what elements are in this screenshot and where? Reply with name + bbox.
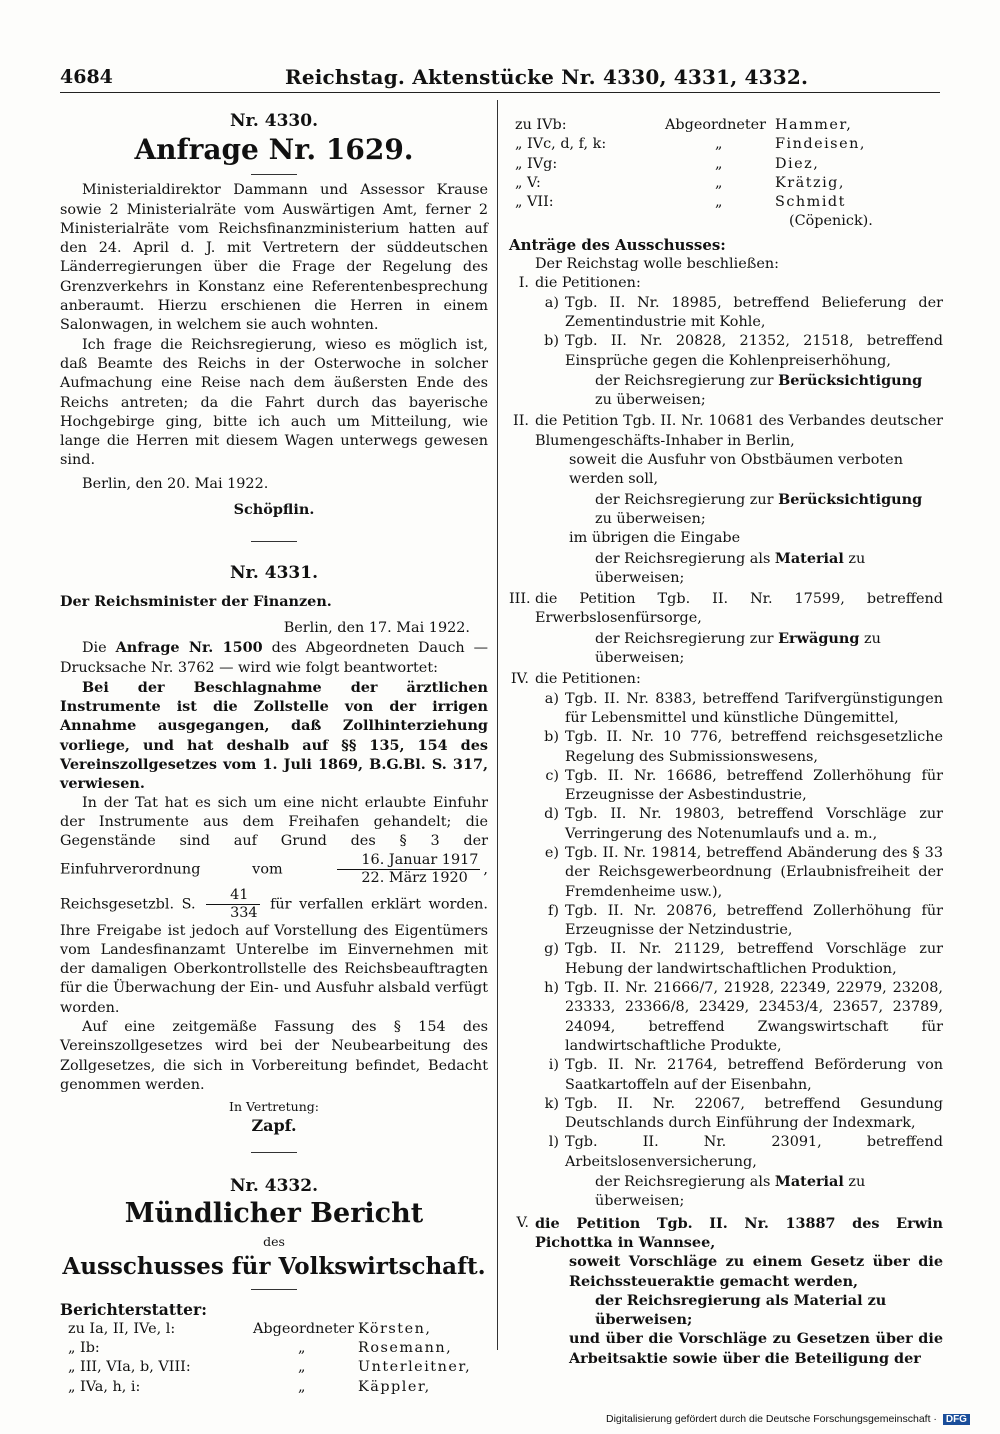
- list-text: Tgb. II. Nr. 19814, betreffend Abänderung des § 33 der Reichsgewerbeordnung (Erlaubnisfreiheit der Fremdenheime usw.),: [565, 844, 943, 900]
- table-row: [515, 212, 873, 231]
- reporter-scope: „ Ib:: [68, 1339, 100, 1356]
- column-divider: [497, 100, 498, 1350]
- list-item: [509, 940, 943, 979]
- fraction-denominator: 334: [230, 904, 258, 921]
- doc-4330-dateline: Berlin, den 20. Mai 1922.: [82, 475, 269, 492]
- list-text: Tgb. II. Nr. 21666/7, 21928, 22349, 22979, 23208, 23333, 23366/8, 23429, 23453/4, 23657, 23789, 24094, betreffend Zwangswirtschaft für landwirtschaftliche Produkte,: [565, 980, 943, 1054]
- list-item: [509, 979, 943, 1056]
- list-marker: h): [544, 980, 559, 997]
- list-item: a) Tgb. II. Nr. 18985, betreffend Belieferung der Zementindustrie mit Kohle,: [509, 294, 943, 333]
- text-run: der Reichsregierung zur: [595, 630, 774, 647]
- doc-4330-signature: Schöpflin.: [233, 501, 315, 519]
- list-item: b) Tgb. II. Nr. 20828, 21352, 21518, betreffend Einsprüche gegen die Kohlenpreiserhöhung,: [509, 332, 943, 371]
- list-marker: e): [544, 844, 559, 861]
- reporter-title: „: [715, 155, 723, 172]
- doc-4331-signature: Zapf.: [251, 1116, 297, 1136]
- list-marker: IV.: [510, 671, 529, 688]
- table-row: [68, 1358, 471, 1377]
- reporter-scope: „ III, VIa, b, VIII:: [68, 1359, 191, 1376]
- reporter-scope: zu Ia, II, IVe, l:: [68, 1320, 176, 1337]
- doc-4330-number: Nr. 4330.: [229, 111, 318, 131]
- divider: [251, 174, 297, 175]
- dfg-logo: DFG: [943, 1414, 970, 1425]
- list-marker: l): [548, 1134, 559, 1151]
- text-run: Die: [82, 640, 107, 657]
- condition: im übrigen die Eingabe: [569, 530, 741, 547]
- reporter-name: Krätzig,: [775, 174, 845, 191]
- motion-II: [509, 412, 943, 451]
- digitization-footer: [606, 1413, 970, 1425]
- list-marker: I.: [518, 275, 529, 292]
- list-text: die Petition Tgb. II. Nr. 10681 des Verbandes deutscher Blumengeschäfts-Inhaber in Berlin,: [535, 413, 943, 449]
- reporter-title: „: [298, 1378, 306, 1395]
- text-run: des Abgeordneten Dauch — Drucksache Nr. 3762 — wird wie folgt beantwortet:: [60, 640, 489, 676]
- list-text: Tgb. II. Nr. 18985, betreffend Belieferung der Zementindustrie mit Kohle,: [565, 294, 943, 330]
- doc-4331-number: Nr. 4331.: [229, 563, 318, 584]
- resolution-keyword: Material: [774, 1173, 844, 1191]
- reporter-scope: „ IVg:: [515, 155, 558, 172]
- doc-4331-paragraph: [60, 638, 488, 678]
- text-run: zu überweisen;: [595, 1291, 887, 1329]
- divider: [251, 1152, 297, 1153]
- reporter-name: Diez,: [775, 155, 820, 172]
- motion-V: [509, 1214, 943, 1253]
- text-run: der Reichsregierung als: [595, 550, 771, 567]
- resolution: [509, 1291, 943, 1330]
- list-text: Tgb. II. Nr. 23091, betreffend Arbeitslosenversicherung,: [565, 1134, 943, 1170]
- table-row: [68, 1378, 471, 1397]
- reporter-scope: „ V:: [515, 174, 541, 191]
- resolution: [509, 1172, 943, 1212]
- list-item: [509, 1056, 943, 1095]
- text-run: zu überweisen;: [595, 1174, 866, 1210]
- list-item: [509, 1133, 943, 1172]
- list-text: Tgb. II. Nr. 19803, betreffend Vorschläge zur Verringerung des Notenumlaufs und a. m.,: [565, 806, 943, 842]
- reporter-title: Abgeordneter: [253, 1320, 355, 1337]
- list-marker: i): [548, 1057, 559, 1074]
- list-text: Tgb. II. Nr. 16686, betreffend Zollerhöhung für Erzeugnisse der Asbestindustrie,: [565, 767, 943, 804]
- resolution: [509, 371, 943, 411]
- list-marker: V.: [516, 1214, 529, 1231]
- table-row: [515, 174, 873, 193]
- doc-4331-dateline: Berlin, den 17. Mai 1922.: [283, 619, 470, 636]
- table-row: [68, 1320, 471, 1339]
- list-item: [509, 805, 943, 844]
- reporter-name: Findeisen,: [775, 136, 866, 153]
- doc-4332-heading: Mündlicher Bericht: [124, 1198, 424, 1230]
- doc-4330-heading: Anfrage Nr. 1629.: [134, 133, 414, 167]
- resolution-keyword: Material: [793, 1291, 863, 1309]
- text-run: der Reichsregierung zur: [595, 491, 774, 508]
- text-run: der Reichsregierung als: [595, 1174, 771, 1191]
- list-item: [509, 844, 943, 902]
- divider: [251, 541, 297, 542]
- table-row: [515, 135, 873, 154]
- doc-4331-representation: In Vertretung:: [229, 1099, 319, 1115]
- divider: [251, 1289, 297, 1290]
- list-item: [509, 767, 943, 806]
- reporter-title: „: [298, 1339, 306, 1356]
- list-item: [509, 1095, 943, 1134]
- petition-list: [509, 690, 943, 1172]
- text-run: für verfallen erklärt worden. Ihre Freigabe ist jedoch auf Vorstellung des Eigentümers vom Landesfinanzamt Unterelbe im Einvernehmen mit der damaligen Oberkontrollstelle des Reichsbeauftragten für die Überwachung der Ein- und Ausfuhr alsbald verfügt worden.: [60, 896, 488, 1016]
- right-column: [509, 116, 943, 1368]
- text-run: zu überweisen;: [595, 392, 706, 409]
- running-title: Reichstag. Aktenstücke Nr. 4330, 4331, 4332.: [285, 65, 809, 89]
- reporters-label: Berichterstatter:: [60, 1300, 207, 1320]
- reporters-table-left: [68, 1320, 471, 1397]
- condition: soweit die Ausfuhr von Obstbäumen verboten werden soll,: [569, 452, 903, 488]
- text-run: der Reichsregierung als: [595, 1291, 789, 1309]
- list-text: die Petitionen:: [535, 671, 641, 688]
- inquiry-reference: Anfrage Nr. 1500: [115, 639, 263, 657]
- reporter-name: Hammer,: [775, 117, 853, 133]
- motion-III: [509, 590, 943, 629]
- list-text: die Petitionen:: [535, 275, 641, 292]
- list-text: Tgb. II. Nr. 10 776, betreffend reichsgesetzliche Regelung des Submissionswesens,: [565, 729, 943, 765]
- reporter-title: „: [715, 136, 723, 153]
- resolution-keyword: Berücksichtigung: [778, 490, 923, 508]
- resolution-keyword: Erwägung: [778, 629, 860, 647]
- text-run: der Reichsregierung zur: [595, 372, 774, 389]
- condition: und über die Vorschläge zu Gesetzen über die Arbeitsaktie sowie über die Beteiligung der: [569, 1330, 943, 1367]
- motion-IV: [509, 670, 943, 689]
- page-header: [60, 66, 940, 93]
- condition: soweit Vorschläge zu einem Gesetz über die Reichssteueraktie gemacht werden,: [569, 1253, 943, 1290]
- page-number: 4684: [60, 66, 113, 88]
- text-run: zu überweisen;: [595, 510, 706, 527]
- reporter-scope: „ IVc, d, f, k:: [515, 136, 607, 153]
- text-run: zu überweisen;: [595, 550, 866, 586]
- list-text: die Petition Tgb. II. Nr. 17599, betreffend Erwerbslosenfürsorge,: [535, 591, 943, 627]
- footer-text: Digitalisierung gefördert durch die Deutsche Forschungsgemeinschaft ·: [606, 1413, 937, 1425]
- list-marker: III.: [509, 591, 531, 608]
- list-marker: g): [544, 941, 559, 958]
- reporter-note: (Cöpenick).: [789, 213, 873, 230]
- table-row: [515, 116, 873, 135]
- list-text: Tgb. II. Nr. 22067, betreffend Gesundung Deutschlands durch Einführung der Indexmark,: [565, 1095, 943, 1132]
- reporter-name: Rosemann,: [358, 1339, 453, 1356]
- motions-label: Anträge des Ausschusses:: [509, 235, 726, 254]
- reporter-title: „: [715, 194, 723, 211]
- fraction-numerator: 16. Januar 1917: [337, 852, 480, 870]
- reporter-name: Körsten,: [358, 1320, 432, 1337]
- doc-4330-paragraph: Ich frage die Reichsregierung, wieso es möglich ist, daß Beamte des Reichs in der Osterwoche in solcher Aufmachung eine Reise nach dem äußersten Ende des Reichs antreten; da die Fahrt durch das bayerische Hochgebirge ging, bitte ich auch um Mitteilung, wie lange die Herren mit diesem Wagen unterwegs gewesen sind.: [60, 336, 488, 469]
- date-fraction: [337, 852, 480, 887]
- list-text: Tgb. II. Nr. 20828, 21352, 21518, betreffend Einsprüche gegen die Kohlenpreiserhöhung,: [565, 333, 943, 369]
- list-marker: k): [544, 1095, 559, 1112]
- reporter-scope: „ IVa, h, i:: [68, 1378, 141, 1395]
- doc-4331-paragraph: Auf eine zeitgemäße Fassung des § 154 des Vereinszollgesetzes wird bei der Neubearbeitung des Zollgesetzes, die sich in Vorbereitung befindet, Bedacht genommen werden.: [60, 1018, 488, 1093]
- list-text: Tgb. II. Nr. 20876, betreffend Zollerhöhung für Erzeugnisse der Netzindustrie,: [565, 902, 943, 939]
- text-run: , Reichsgesetzbl. S.: [60, 861, 488, 912]
- reporter-name: Käppler,: [358, 1378, 431, 1395]
- reporter-title: „: [298, 1359, 306, 1376]
- doc-4331-paragraph: Bei der Beschlagnahme der ärztlichen Instrumente ist die Zollstelle von der irrigen Annahme ausgegangen, daß Zollhinterziehung vorliege, und hat deshalb auf §§ 135, 154 des Vereinszollgesetzes vom 1. Juli 1869, B.G.Bl. S. 317, verwiesen.: [60, 678, 488, 793]
- reporters-table-right: [515, 116, 873, 232]
- list-text: Tgb. II. Nr. 21764, betreffend Beförderung von Saatkartoffeln auf der Eisenbahn,: [565, 1057, 943, 1093]
- list-marker: c): [545, 767, 559, 784]
- reporter-name: Unterleitner,: [358, 1359, 472, 1376]
- text-run: zu überweisen;: [595, 630, 881, 667]
- page-fraction: [206, 887, 259, 922]
- resolution-keyword: Material: [774, 549, 844, 567]
- resolution: [509, 549, 943, 589]
- list-item: [509, 728, 943, 767]
- table-row: [515, 193, 873, 212]
- doc-4332-subheading: Ausschusses für Volkswirtschaft.: [62, 1253, 486, 1281]
- fraction-numerator: 41: [206, 887, 259, 905]
- table-row: [515, 155, 873, 174]
- list-marker: b): [544, 729, 559, 746]
- motions-intro: Der Reichstag wolle beschließen:: [535, 256, 780, 273]
- list-marker: f): [548, 902, 559, 919]
- list-item: [509, 690, 943, 729]
- list-text: Tgb. II. Nr. 21129, betreffend Vorschläge zur Hebung der landwirtschaftlichen Produktion,: [565, 941, 943, 977]
- fraction-denominator: 22. März 1920: [361, 869, 468, 886]
- reporter-scope: „ VII:: [515, 194, 554, 211]
- doc-4330-paragraph: Ministerialdirektor Dammann und Assessor Krause sowie 2 Ministerialräte vom Auswärtigen Amt, ferner 2 Ministerialräte vom Reichsfinanzministerium hatten auf den 24. April d. J. mit Vertretern der süddeutschen Länderregierungen über die Frage der Regelung des Grenzverkehrs in Konstanz eine Referentenbesprechung anberaumt. Hierzu erschienen die Herren in einem Salonwagen, in welchem sie auch wohnten.: [60, 182, 488, 334]
- reporter-title: „: [715, 174, 723, 191]
- text-run: In der Tat hat es sich um eine nicht erlaubte Einfuhr der Instrumente aus dem Freihafen gehandelt; die Gegenstände sind auf Grund des § 3 der Einfuhrverordnung vom: [60, 794, 488, 877]
- doc-4332-des: des: [263, 1234, 285, 1250]
- resolution: [509, 490, 943, 530]
- resolution-keyword: Berücksichtigung: [778, 371, 923, 389]
- list-text: die Petition Tgb. II. Nr. 13887 des Erwin Pichottka in Wannsee,: [535, 1214, 943, 1251]
- reporter-scope: zu IVb:: [515, 117, 567, 133]
- doc-4332-number: Nr. 4332.: [229, 1175, 318, 1196]
- list-marker: d): [544, 806, 559, 823]
- list-text: Tgb. II. Nr. 8383, betreffend Tarifvergünstigungen für Lebensmittel und künstliche Düngemittel,: [565, 690, 943, 726]
- doc-4331-paragraph: [60, 794, 488, 1018]
- list-marker: II.: [513, 413, 529, 430]
- list-item: [509, 902, 943, 941]
- left-column: [60, 112, 488, 1397]
- resolution: [509, 629, 943, 669]
- list-marker: a): [544, 690, 559, 707]
- reporter-title: Abgeordneter: [665, 117, 767, 133]
- reporter-name: Schmidt: [775, 194, 846, 211]
- motion-I: [509, 274, 943, 293]
- doc-4331-subheading: Der Reichsminister der Finanzen.: [60, 592, 332, 610]
- table-row: [68, 1339, 471, 1358]
